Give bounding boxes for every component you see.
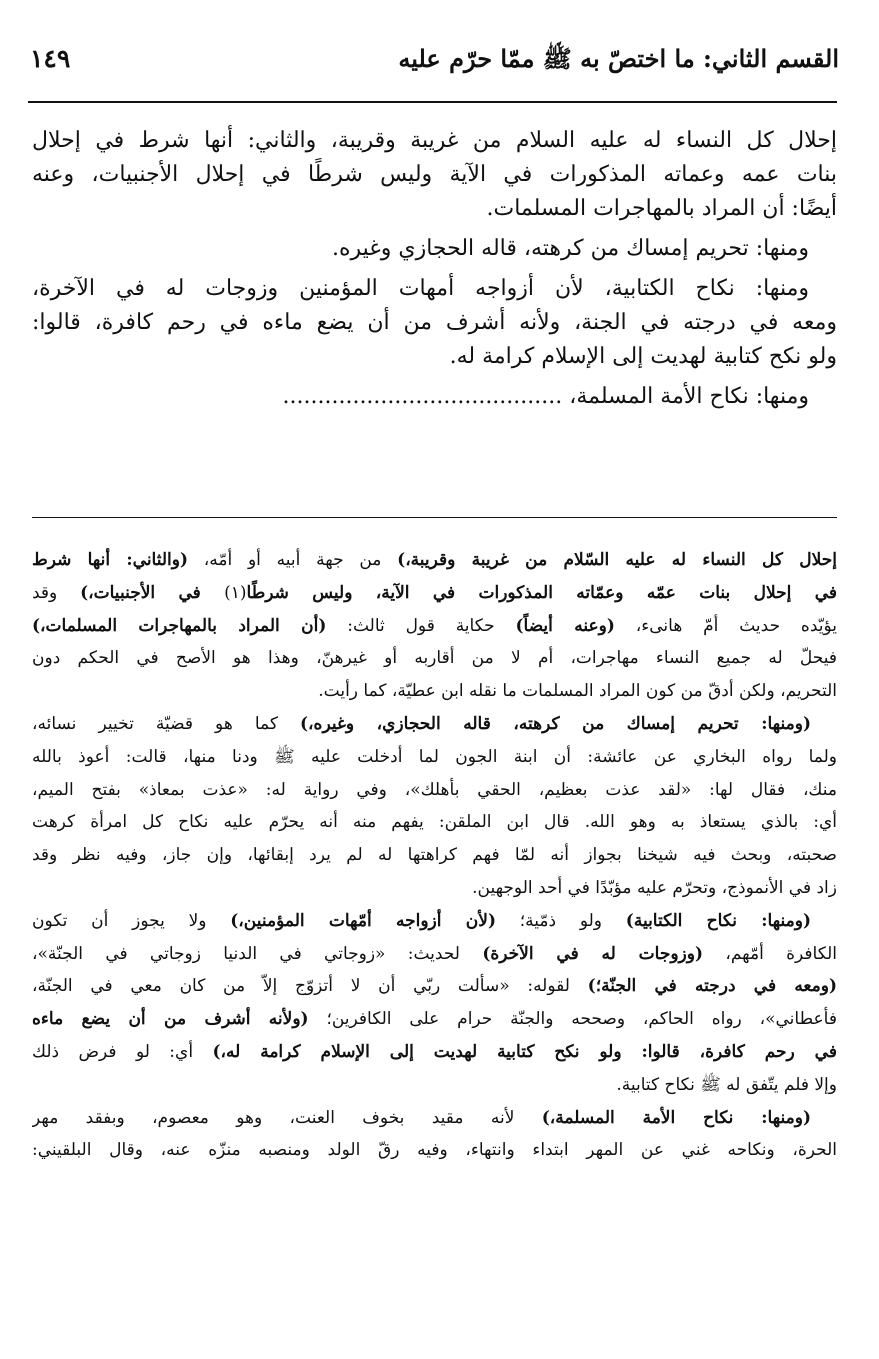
commentary-segment: ولا يجوز أن تكون: [32, 910, 231, 931]
commentary-line: [32, 1003, 837, 1036]
commentary-segment: التحريم، ولكن أدقّ من كون المراد المسلمات ما نقله ابن عطيّة، كما رأيت.: [318, 681, 837, 702]
commentary-line: [32, 675, 837, 708]
quoted-matn-segment: (ومعه في درجته في الجنّة؛): [587, 976, 837, 997]
commentary-segment: زاد في الأنموذج، وتحرّم عليه مؤبّدًا في أحد الوجهين.: [472, 877, 837, 898]
commentary-segment: يؤيّده حديث أمّ هانىء،: [614, 615, 837, 636]
quoted-matn-segment: (ومنها: نكاح الكتابية): [625, 910, 812, 931]
quoted-matn-segment: (ومنها: نكاح الأمة المسلمة،): [541, 1107, 811, 1128]
commentary-separator: [32, 517, 837, 518]
page-header: [30, 44, 839, 94]
commentary-segment: ولما رواه البخاري عن عائشة: أن ابنة الجون لما أدخلت عليه ﷺ ودنا منها، قالت: أعوذ بالله: [32, 746, 837, 767]
page-number: ١٤٩: [30, 44, 71, 73]
quoted-matn-segment: (والثاني: أنها شرط: [32, 550, 189, 570]
commentary-line: [32, 1036, 837, 1069]
quoted-matn-segment: في الأجنبيات،): [80, 582, 225, 603]
main-text-line: ولو نكح كتابية لهديت إلى الإسلام كرامة له.: [449, 344, 837, 369]
commentary-line: [32, 1102, 837, 1135]
commentary-segment: منك، فقال لها: «لقد عذت بعظيم، الحقي بأهلك»، وفي رواية له: «عذت بمعاذ» بفتح الميم،: [32, 779, 837, 800]
commentary-line: [32, 642, 837, 675]
running-title: القسم الثاني: ما اختصّ به ﷺ ممّا حرّم عليه: [398, 44, 839, 73]
commentary-line: [32, 970, 837, 1003]
commentary-segment: أي: بالذي يستعاذ به وهو الله. قال ابن الملقن: يفهم منه أنه يحرّم عليه نكاح كل امرأة كرهت: [32, 812, 837, 833]
commentary-segment: فيحلّ له جميع النساء مهاجرات، أم لا من أقاربه أو غيرهنّ، وهذا هو الأصح في الحكم دون: [32, 648, 837, 669]
main-text-line: ومنها: نكاح الكتابية، لأن أزواجه أمهات المؤمنين وزوجات له في الآخرة،: [32, 276, 809, 301]
commentary-line: [32, 1069, 837, 1102]
commentary-segment: فأعطاني»، رواه الحاكم، وصححه والجنّة حرام على الكافرين؛: [308, 1009, 837, 1030]
commentary-segment: من جهة أبيه أو أمّه،: [188, 550, 398, 570]
commentary-segment: (١): [224, 582, 247, 603]
main-text-line: أيضًا: أن المراد بالمهاجرات المسلمات.: [486, 196, 837, 221]
commentary-segment: لأنه مقيد بخوف العنت، وهو معصوم، وبفقد مهر: [32, 1107, 542, 1128]
commentary-line: [32, 741, 837, 774]
quoted-matn-segment: (وزوجات له في الآخرة): [482, 943, 704, 964]
quoted-matn-segment: (ومنها: تحريم إمساك من كرهته، قاله الحجازي، وغيره،): [300, 713, 812, 734]
commentary-line: [32, 708, 837, 741]
quoted-matn-segment: (وعنه أيضاً): [515, 615, 615, 636]
commentary-segment: كما هو قضيّة تخيير نسائه،: [32, 713, 301, 734]
commentary-block: [32, 544, 837, 1167]
quoted-matn-segment: (أن المراد بالمهاجرات المسلمات،): [32, 615, 327, 636]
main-text-line: ومنها: نكاح الأمة المسلمة، ........................................: [282, 384, 809, 409]
commentary-segment: حكاية قول ثالث:: [326, 615, 516, 636]
commentary-segment: صحبته، وبحث فيه شيخنا بجواز أنه لمّا فهم كراهتها له لم يرد إبقائها، وإن جاز، وفيه نظر وقد: [32, 845, 837, 866]
quoted-matn-segment: (ولأنه أشرف من أن يضع ماءه: [32, 1009, 309, 1030]
commentary-segment: لحديث: «زوجاتي في الدنيا زوجاتي في الجنّة»،: [32, 943, 483, 964]
header-rule: [28, 101, 837, 103]
main-text-line: ومنها: تحريم إمساك من كرهته، قاله الحجازي وغيره.: [331, 236, 809, 261]
quoted-matn-segment: في رحم كافرة، قالوا: ولو نكح كتابية لهديت إلى الإسلام كرامة له،): [212, 1041, 837, 1062]
commentary-segment: وقد: [32, 582, 81, 603]
commentary-segment: أي: لو فرض ذلك: [32, 1041, 213, 1062]
commentary-line: [32, 610, 837, 643]
commentary-line: [32, 938, 837, 971]
commentary-line: [32, 905, 837, 938]
commentary-segment: وإلا فلم يتّفق له ﷺ نكاح كتابية.: [616, 1074, 837, 1095]
commentary-segment: ولو ذمّية؛: [496, 910, 626, 931]
main-text-line: ومعه في درجته في الجنة، ولأنه أشرف من أن يضع ماءه في رحم كافرة، قالوا:: [32, 310, 837, 335]
commentary-line: [32, 544, 837, 577]
commentary-segment: الحرة، ونكاحه غني عن المهر ابتداء وانتهاء، وفيه رقّ الولد ومنصبه منزّه عنه، وقال البلقيني:: [32, 1140, 837, 1161]
main-text-line: بنات عمه وعماته المذكورات في الآية وليس شرطًا في إحلال الأجنبيات، وعنه: [32, 162, 837, 187]
commentary-line: [32, 577, 837, 610]
quoted-matn-segment: (لأن أزواجه أمّهات المؤمنين،): [230, 910, 496, 931]
quoted-matn-segment: إحلال كل النساء له عليه السّلام من غريبة وقريبة،): [397, 550, 837, 570]
commentary-line: [32, 774, 837, 807]
commentary-segment: الكافرة أمّهم،: [703, 943, 837, 964]
quoted-matn-segment: في إحلال بنات عمّه وعمّاته المذكورات في الآية، وليس شرطًا: [246, 582, 837, 603]
main-text-block: [32, 124, 837, 414]
commentary-line: [32, 806, 837, 839]
commentary-line: [32, 872, 837, 905]
commentary-line: [32, 839, 837, 872]
commentary-segment: لقوله: «سألت ربّي أن لا أتزوّج إلاّ من كان معي في الجنّة،: [32, 976, 588, 997]
commentary-line: [32, 1134, 837, 1167]
main-text-line: إحلال كل النساء له عليه السلام من غريبة وقريبة، والثاني: أنها شرط في إحلال: [32, 128, 837, 153]
